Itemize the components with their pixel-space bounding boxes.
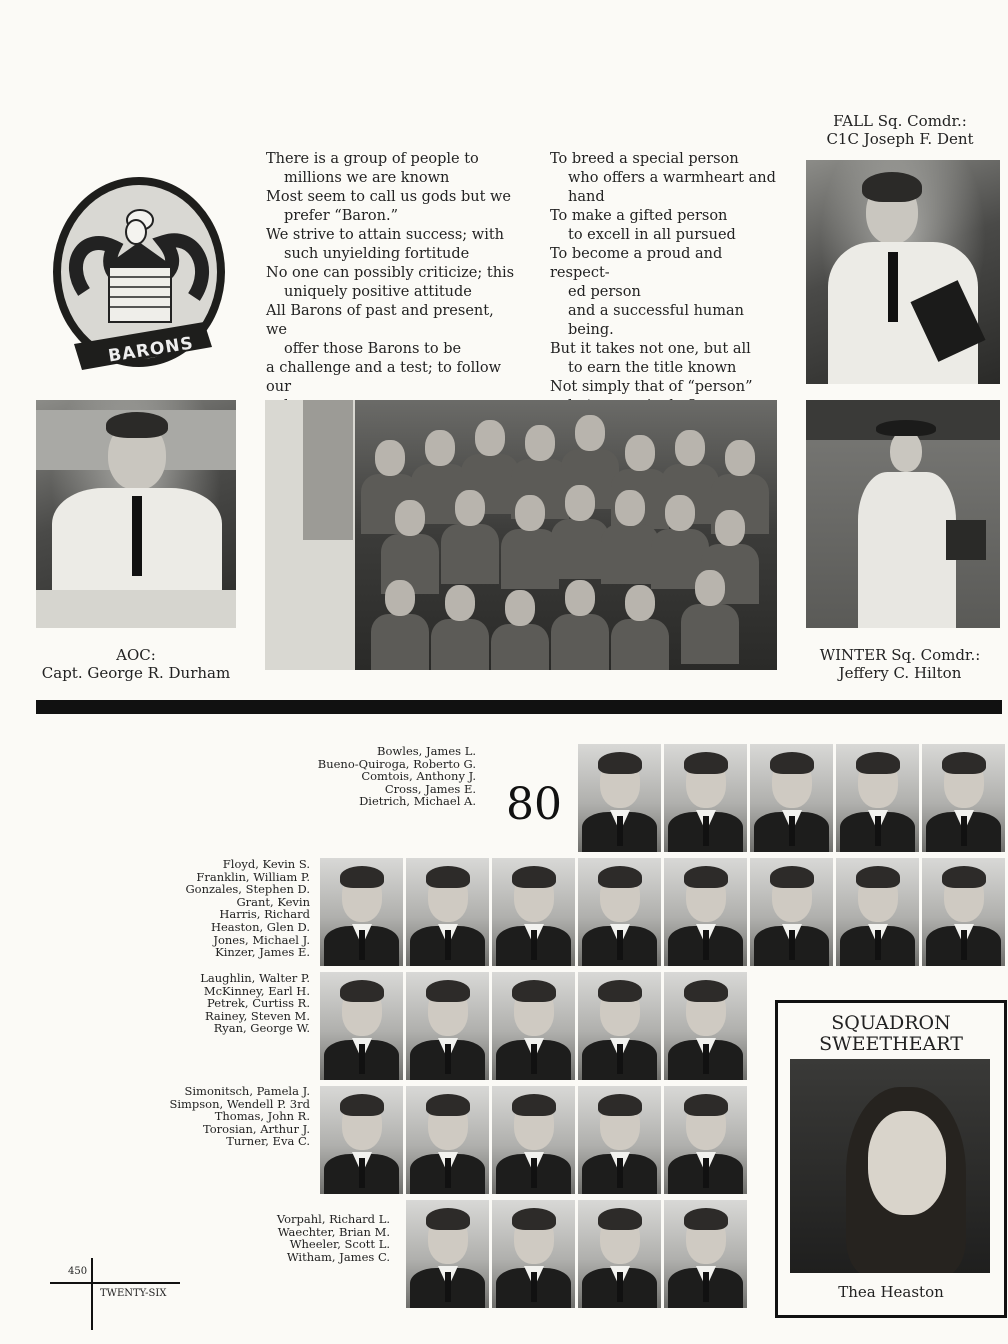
cadet-portrait: [406, 1086, 489, 1194]
winter-commander-caption: [800, 646, 1000, 682]
poem-line: There is a group of people to: [266, 151, 479, 167]
poem-line: prefer “Baron.”: [284, 208, 399, 224]
squadron-number: 80: [506, 779, 562, 830]
cadet-name: Ryan, George W.: [213, 1021, 310, 1036]
cadet-portrait: [664, 858, 747, 966]
poem-line: To breed a special person: [550, 151, 739, 167]
poem-line: To become a proud and respect-: [550, 246, 723, 281]
fall-commander-caption: [800, 112, 1000, 148]
poem-line: To make a gifted person: [550, 208, 728, 224]
section-label: TWENTY-SIX: [100, 1288, 167, 1299]
cadet-portrait: [922, 744, 1005, 852]
cadet-name: Rainey, Steven M.: [204, 1008, 310, 1023]
cadet-name: Thomas, John R.: [214, 1109, 310, 1124]
name-list-row-1: [260, 745, 476, 808]
barons-emblem: [44, 172, 234, 377]
poem-line: and a successful human being.: [568, 303, 744, 338]
poem-line: All Barons of past and present, we: [266, 303, 494, 338]
poem-line: ed person: [568, 284, 641, 300]
cadet-portrait: [578, 858, 661, 966]
name-list-row-2: [100, 858, 310, 959]
cadet-name: Simpson, Wendell P. 3rd: [169, 1096, 310, 1111]
cadet-name: Jones, Michael J.: [213, 932, 310, 947]
aoc-name: Capt. George R. Durham: [41, 664, 231, 682]
page-number: 450: [68, 1266, 88, 1277]
cadet-name: Waechter, Brian M.: [277, 1224, 390, 1239]
footer-horizontal-rule: [50, 1282, 180, 1284]
cadet-name: Torosian, Arthur J.: [202, 1121, 310, 1136]
cadet-portrait: [492, 858, 575, 966]
cadet-portrait: [406, 858, 489, 966]
sweetheart-name: Thea Heaston: [838, 1283, 944, 1301]
poem-line: who offers a warmheart and: [568, 170, 776, 186]
cadet-name: Wheeler, Scott L.: [289, 1237, 390, 1252]
fall-commander-name: C1C Joseph F. Dent: [826, 130, 974, 148]
poem-line: No one can possibly criticize; this: [266, 265, 515, 281]
cadet-portrait: [750, 744, 833, 852]
cadet-name: Kinzer, James E.: [215, 945, 310, 960]
poem-line: offer those Barons to be: [284, 341, 462, 357]
aoc-title: AOC:: [116, 646, 156, 664]
cadet-portrait: [492, 972, 575, 1080]
name-list-row-4: [100, 1085, 310, 1148]
footer-vertical-rule: [91, 1258, 93, 1330]
cadet-name: Bueno-Quiroga, Roberto G.: [317, 756, 476, 771]
poem-line: hand: [568, 189, 605, 205]
cadet-name: Heaston, Glen D.: [210, 919, 310, 934]
name-list-row-5: [190, 1213, 390, 1263]
sweetheart-title: SQUADRON SWEETHEART: [819, 1012, 963, 1055]
cadet-name: Franklin, William P.: [196, 869, 310, 884]
cadet-name: Harris, Richard: [219, 907, 310, 922]
cadet-portrait: [750, 858, 833, 966]
poem-line: to excell in all pursued: [568, 227, 736, 243]
poem-line: millions we are known: [284, 170, 450, 186]
aoc-caption: [36, 646, 236, 682]
cadet-portrait: [664, 972, 747, 1080]
cadet-name: Cross, James E.: [384, 781, 476, 796]
cadet-name: Witham, James C.: [286, 1249, 390, 1264]
cadet-name: Turner, Eva C.: [226, 1134, 310, 1149]
cadet-portrait: [492, 1200, 575, 1308]
emblem-banner-text: BARONS: [106, 333, 196, 367]
cadet-name: Grant, Kevin: [236, 894, 310, 909]
poem-line: Not simply that of “person”: [550, 379, 753, 395]
winter-commander-title: WINTER Sq. Comdr.:: [819, 646, 981, 664]
poem-line: such unyielding fortitude: [284, 246, 470, 262]
poem-line: But it takes not one, but all: [550, 341, 751, 357]
cadet-portrait: [406, 972, 489, 1080]
poem-column-2: [550, 150, 782, 435]
cadet-name: McKinney, Earl H.: [203, 983, 310, 998]
section-divider: [36, 700, 1002, 714]
cadet-portrait: [578, 1086, 661, 1194]
cadet-portrait: [922, 858, 1005, 966]
name-list-row-3: [100, 972, 310, 1035]
cadet-portrait: [578, 744, 661, 852]
cadet-name: Bowles, James L.: [377, 744, 476, 758]
fall-commander-photo: [806, 160, 1000, 384]
cadet-portrait: [320, 858, 403, 966]
cadet-portrait: [664, 744, 747, 852]
poem-line: Most seem to call us gods but we: [266, 189, 512, 205]
cadet-portrait: [836, 858, 919, 966]
cadet-portrait: [836, 744, 919, 852]
cadet-name: Floyd, Kevin S.: [222, 857, 310, 871]
poem-line: We strive to attain success; with: [266, 227, 505, 243]
cadet-portrait: [578, 1200, 661, 1308]
poem-line: uniquely positive attitude: [284, 284, 472, 300]
aoc-photo: [36, 400, 236, 628]
cadet-name: Comtois, Anthony J.: [361, 769, 476, 784]
sweetheart-panel: [775, 1000, 1007, 1318]
winter-commander-photo: [806, 400, 1000, 628]
group-photo: [265, 400, 777, 670]
cadet-name: Gonzales, Stephen D.: [185, 882, 310, 897]
poem-column-1: [266, 150, 516, 416]
cadet-name: Laughlin, Walter P.: [200, 971, 310, 985]
cadet-name: Simonitsch, Pamela J.: [184, 1084, 310, 1098]
cadet-portrait: [664, 1086, 747, 1194]
poem-line: to earn the title known: [568, 360, 737, 376]
winter-commander-name: Jeffery C. Hilton: [838, 664, 962, 682]
cadet-portrait: [578, 972, 661, 1080]
cadet-portrait: [320, 1086, 403, 1194]
cadet-portrait: [406, 1200, 489, 1308]
cadet-portrait: [664, 1200, 747, 1308]
cadet-name: Petrek, Curtiss R.: [206, 996, 310, 1011]
sweetheart-photo: [790, 1059, 990, 1273]
cadet-portrait: [320, 972, 403, 1080]
cadet-name: Vorpahl, Richard L.: [276, 1212, 390, 1226]
fall-commander-title: FALL Sq. Comdr.:: [833, 112, 967, 130]
cadet-portrait: [492, 1086, 575, 1194]
poem-line: a challenge and a test; to follow our: [266, 360, 502, 395]
cadet-name: Dietrich, Michael A.: [359, 794, 476, 809]
